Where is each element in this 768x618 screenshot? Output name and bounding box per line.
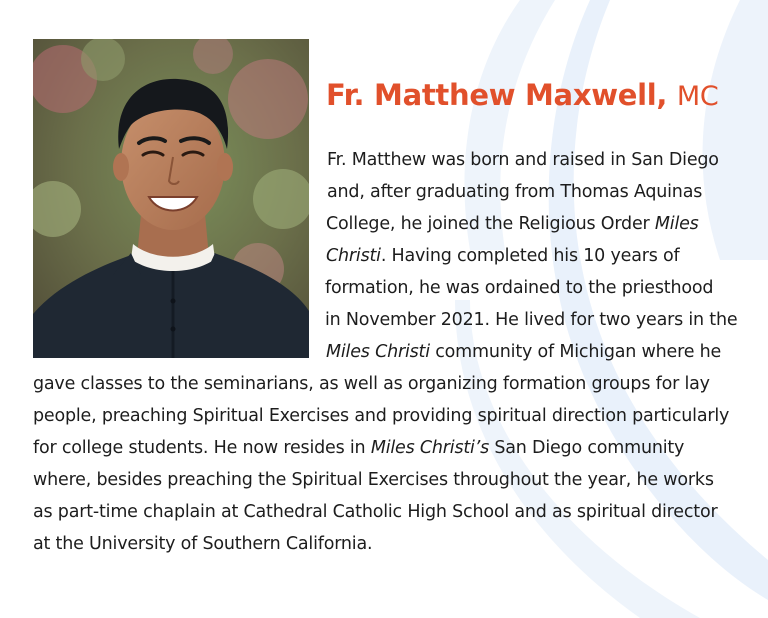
bio-line-7-text: community of Michigan where he: [429, 342, 722, 362]
bio-line-3-text: College, he joined the Religious Order: [326, 214, 655, 234]
bio-line-12: as part-time chaplain at Cathedral Catholic High School and as spiritual director: [33, 502, 718, 522]
bio-line-11: where, besides preaching the Spiritual Exercises throughout the year, he works: [33, 470, 714, 490]
bio-line-2: and, after graduating from Thomas Aquinas: [327, 182, 703, 202]
bio-line-4: [326, 246, 679, 266]
bio-line-8: gave classes to the seminarians, as well as organizing formation groups for lay: [33, 374, 710, 394]
bio-line-6: in November 2021. He lived for two years in the: [325, 310, 738, 330]
name-suffix: MC: [676, 81, 719, 112]
portrait-photo: [33, 39, 309, 358]
bio-line-10: [33, 438, 684, 458]
order-name-italic: Miles: [654, 214, 699, 234]
bio-line-3: [326, 214, 699, 234]
order-name-italic: Miles Christi: [326, 342, 430, 362]
bio-line-7: [326, 342, 721, 362]
bio-line-1: Fr. Matthew was born and raised in San Diego: [327, 150, 719, 170]
bio-line-10-text-b: San Diego community: [489, 438, 685, 458]
order-name-italic: Christi: [326, 246, 381, 266]
bio-line-13: at the University of Southern California.: [33, 534, 373, 554]
bio-line-4-text: . Having completed his 10 years of: [380, 246, 680, 266]
name-text: Fr. Matthew Maxwell,: [326, 78, 668, 112]
bio-line-10-text-a: for college students. He now resides in: [33, 438, 371, 458]
bio-line-5: formation, he was ordained to the priesthood: [325, 278, 714, 298]
name-heading: [326, 78, 756, 112]
bio-line-9: people, preaching Spiritual Exercises and providing spiritual direction particularly: [33, 406, 730, 426]
order-name-italic: Miles Christi’s: [370, 438, 489, 458]
